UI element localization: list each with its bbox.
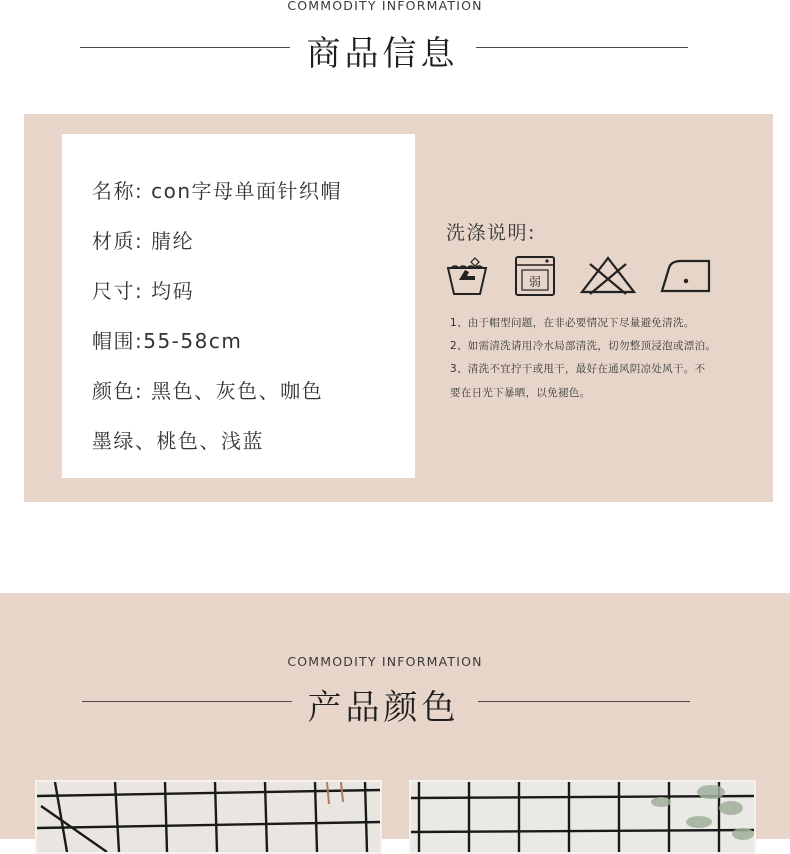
info-colors-cont: 墨绿、桃色、浅蓝 [92,429,264,453]
wash-note-3: 3、清洗不宜拧干或甩干，最好在通风阴凉处风干。不 [450,363,706,375]
low-iron-icon [659,258,713,294]
section2-subtitle: COMMODITY INFORMATION [287,654,483,669]
product-photo-left [35,780,382,854]
product-photo-right [409,780,756,854]
section2-title: 产品颜色 [307,688,460,728]
grid-wall-image [37,782,380,852]
section1-title: 商品信息 [306,34,459,74]
info-name: 名称: con字母单面针织帽 [92,179,343,203]
info-size: 尺寸: 均码 [92,279,195,303]
section1-rule-right [476,47,688,48]
section1-rule-left [80,47,290,48]
grid-wall-plant-image [411,782,754,852]
info-material: 材质: 腈纶 [92,229,195,253]
hand-wash-icon [445,256,489,296]
section2-rule-right [478,701,690,702]
info-card [62,134,415,478]
info-colors: 颜色: 黑色、灰色、咖色 [92,379,324,403]
wash-title: 洗涤说明: [446,222,536,244]
wash-note-4: 要在日光下暴晒，以免褪色。 [450,387,591,399]
gentle-machine-label: 弱 [528,275,541,289]
section2-rule-left [82,701,292,702]
no-bleach-icon [578,254,638,296]
info-circumference: 帽围:55-58cm [92,329,243,353]
wash-note-1: 1、由于帽型问题，在非必要情况下尽量避免清洗。 [450,317,695,329]
section1-subtitle: COMMODITY INFORMATION [287,0,483,13]
wash-note-2: 2、如需清洗请用冷水局部清洗，切勿整顶浸泡或漂泊。 [450,340,717,352]
